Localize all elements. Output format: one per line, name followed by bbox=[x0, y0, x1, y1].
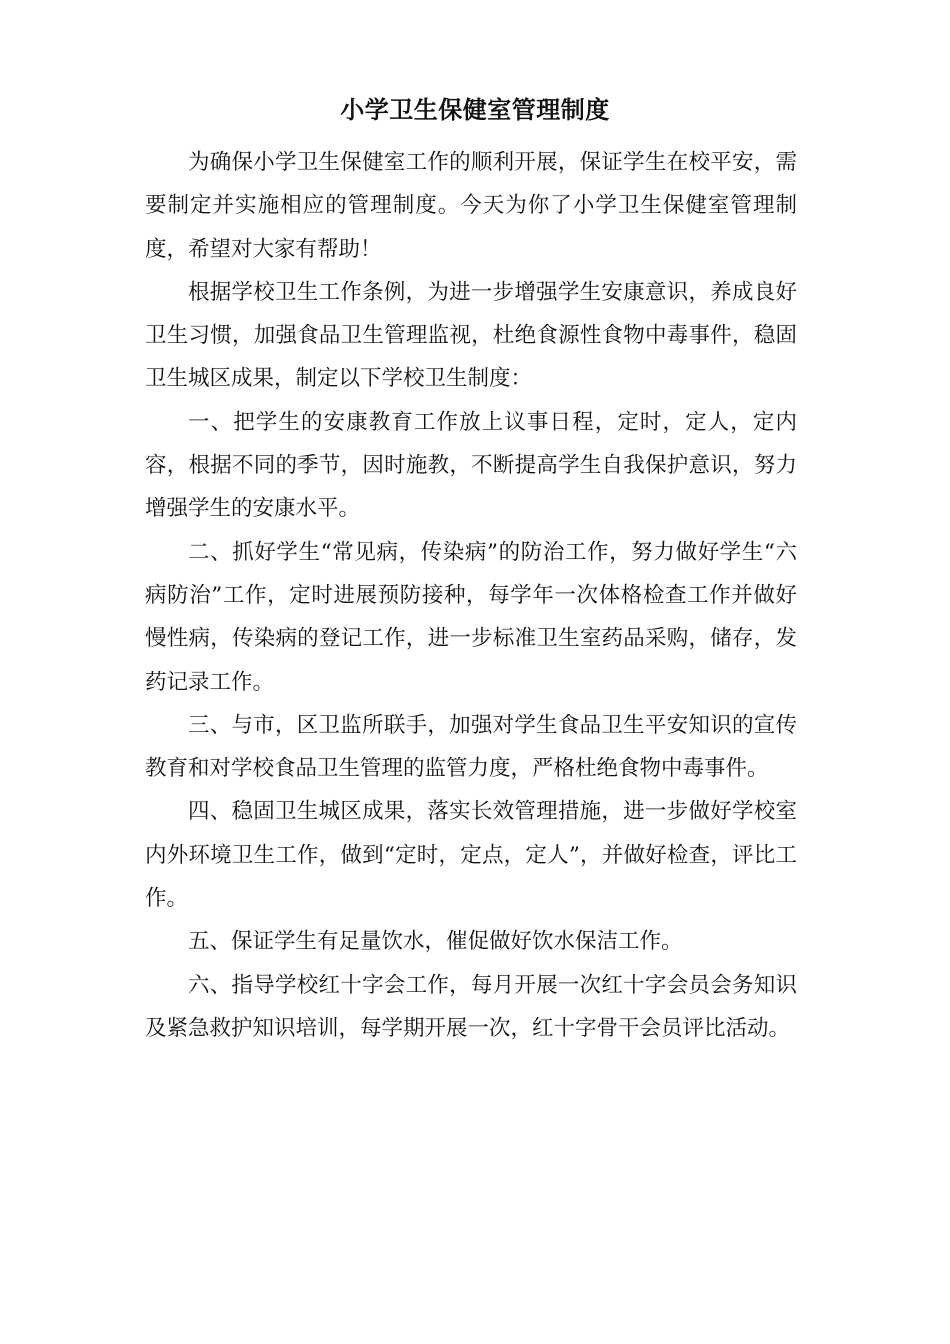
document-body bbox=[145, 141, 797, 1050]
paragraph-item-5: 五、保证学生有足量饮水，催促做好饮水保洁工作。 bbox=[188, 929, 683, 955]
paragraph-intro: 为确保小学卫生保健室工作的顺利开展，保证学生在校平安，需要制定并实施相应的管理制度。今天为你了小学卫生保健室管理制度，希望对大家有帮助！ bbox=[145, 150, 797, 262]
document-title: 小学卫生保健室管理制度 bbox=[340, 95, 610, 124]
paragraph-item-2: 二、抓好学生“常见病，传染病”的防治工作，努力做好学生“六病防治”工作，定时进展预防接种，每学年一次体格检查工作并做好慢性病，传染病的登记工作，进一步标准卫生室药品采购，储存，发药记录工作。 bbox=[145, 539, 797, 695]
paragraph-basis: 根据学校卫生工作条例，为进一步增强学生安康意识，养成良好卫生习惯，加强食品卫生管理监视，杜绝食源性食物中毒事件，稳固卫生城区成果，制定以下学校卫生制度： bbox=[145, 279, 797, 392]
paragraph-item-4: 四、稳固卫生城区成果，落实长效管理措施，进一步做好学校室内外环境卫生工作，做到“定时，定点，定人”，并做好检查，评比工作。 bbox=[145, 799, 797, 912]
paragraph-item-3: 三、与市，区卫监所联手，加强对学生食品卫生平安知识的宣传教育和对学校食品卫生管理的监管力度，严格杜绝食物中毒事件。 bbox=[145, 712, 797, 782]
paragraph-item-1: 一、把学生的安康教育工作放上议事日程，定时，定人，定内容，根据不同的季节，因时施教，不断提高学生自我保护意识，努力增强学生的安康水平。 bbox=[145, 409, 797, 522]
paragraph-item-6: 六、指导学校红十字会工作，每月开展一次红十字会员会务知识及紧急救护知识培训，每学期开展一次，红十字骨干会员评比活动。 bbox=[145, 972, 797, 1041]
